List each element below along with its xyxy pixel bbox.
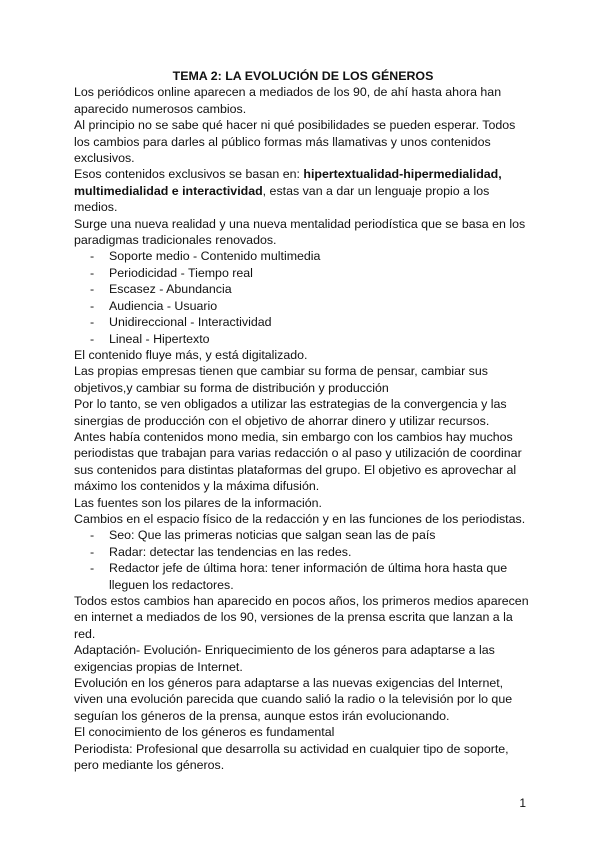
paragraph-3 xyxy=(74,166,532,215)
list-item-text: Redactor jefe de última hora: tener información de última hora hasta que lleguen los redactores. xyxy=(109,561,508,592)
list-item xyxy=(74,248,532,264)
dash-bullet: - xyxy=(90,315,95,330)
dash-bullet: - xyxy=(90,265,95,280)
dash-bullet: - xyxy=(90,561,95,576)
list-item xyxy=(74,281,532,297)
list-item-text: Lineal - Hipertexto xyxy=(109,331,210,346)
paradigm-list xyxy=(74,248,532,346)
paragraph-14: El conocimiento de los géneros es fundamental xyxy=(74,725,335,740)
list-item xyxy=(74,331,532,347)
paragraph-11: Todos estos cambios han aparecido en pocos años, los primeros medios aparecen en internet a mediados de los 90, versiones de la prensa escrita que lanzan a la red. xyxy=(74,594,529,641)
paragraph-5: El contenido fluye más, y está digitalizado. xyxy=(74,347,308,362)
dash-bullet: - xyxy=(90,331,95,346)
paragraph-10: Cambios en el espacio físico de la redacción y en las funciones de los periodistas. xyxy=(74,511,526,526)
list-item xyxy=(74,544,532,560)
paragraph-7: Por lo tanto, se ven obligados a utilizar las estrategias de la convergencia y las sinergias de producción con el objetivo de ahorrar dinero y utilizar recursos. xyxy=(74,397,507,428)
page-title: TEMA 2: LA EVOLUCIÓN DE LOS GÉNEROS xyxy=(172,69,434,83)
dash-bullet: - xyxy=(90,249,95,264)
list-item xyxy=(74,527,532,543)
paragraph-3-bold: hipertextualidad-hipermedialidad, multimedialidad e interactividad xyxy=(74,167,502,198)
paragraph-8: Antes había contenidos mono media, sin embargo con los cambios hay muchos periodistas que trabajan para varias redacción o al paso y utilización de coordinar sus contenidos para distintas plataformas del grupo. El objetivo es aprovechar al máximo los contenidos y la máxima difusión. xyxy=(74,429,522,494)
list-item-text: Escasez - Abundancia xyxy=(109,282,232,297)
paragraph-3-pre: Esos contenidos exclusivos se basan en: xyxy=(74,167,304,182)
paragraph-6: Las propias empresas tienen que cambiar su forma de pensar, cambiar sus objetivos,y cambiar su forma de distribución y producción xyxy=(74,364,488,395)
paragraph-9: Las fuentes son los pilares de la información. xyxy=(74,495,322,510)
list-item-text: Periodicidad - Tiempo real xyxy=(109,265,253,280)
paragraph-4: Surge una nueva realidad y una nueva mentalidad periodística que se basa en los paradigmas tradicionales renovados. xyxy=(74,216,526,248)
list-item xyxy=(74,265,532,281)
paragraph-2: Al principio no se sabe qué hacer ni qué posibilidades se pueden esperar. Todos los cambios para darles al público formas más llamativas y unos contenidos exclusivos. xyxy=(74,118,516,166)
list-item xyxy=(74,314,532,330)
dash-bullet: - xyxy=(90,298,95,313)
list-item-text: Unidireccional - Interactividad xyxy=(109,315,272,330)
dash-bullet: - xyxy=(90,528,95,543)
document-body xyxy=(74,68,532,773)
paragraph-1: Los periódicos online aparecen a mediados de los 90, de ahí hasta ahora han aparecido numerosos cambios. xyxy=(74,85,502,116)
functions-list xyxy=(74,527,532,593)
list-item xyxy=(74,298,532,314)
paragraph-13: Evolución en los géneros para adaptarse a las nuevas exigencias del Internet, viven una evolución parecida que cuando salió la radio o la televisión por lo que seguían los géneros de la prensa, aunque estos irán evolucionando. xyxy=(74,676,513,723)
page-number: 1 xyxy=(519,796,526,810)
dash-bullet: - xyxy=(90,282,95,297)
paragraph-15: Periodista: Profesional que desarrolla su actividad en cualquier tipo de soporte, pero mediante los géneros. xyxy=(74,741,509,773)
paragraph-12: Adaptación- Evolución- Enriquecimiento de los géneros para adaptarse a las exigencias propias de Internet. xyxy=(74,643,495,674)
list-item-text: Audiencia - Usuario xyxy=(109,298,218,313)
list-item xyxy=(74,560,532,593)
dash-bullet: - xyxy=(90,544,95,559)
list-item-text: Radar: detectar las tendencias en las redes. xyxy=(109,544,352,559)
list-item-text: Seo: Que las primeras noticias que salgan sean las de país xyxy=(109,528,436,543)
list-item-text: Soporte medio - Contenido multimedia xyxy=(109,249,321,264)
paragraph-3-post: , estas van a dar un lenguaje propio a los medios. xyxy=(74,183,490,215)
